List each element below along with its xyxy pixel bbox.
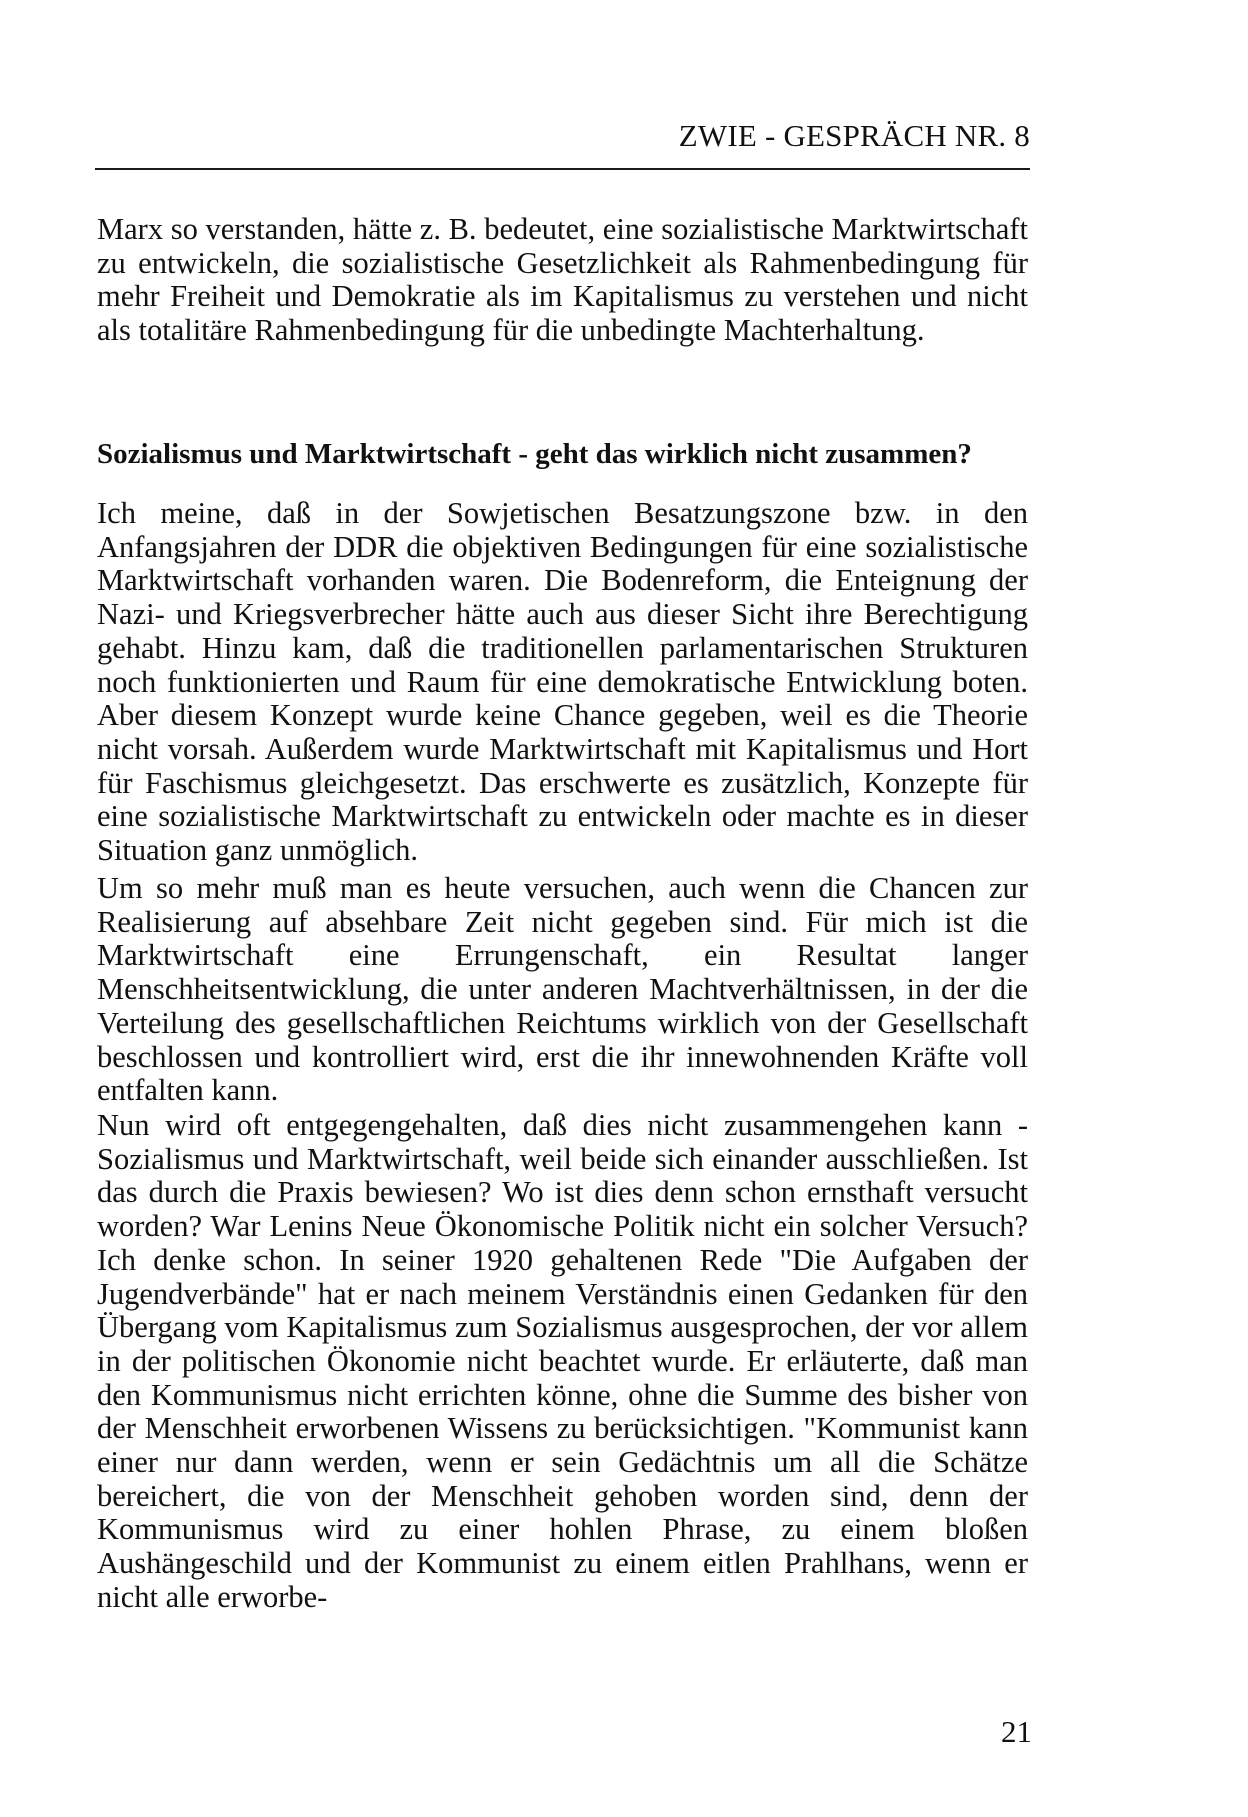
body-paragraph-1: Marx so verstanden, hätte z. B. bedeutet, eine sozialistische Marktwirtschaft zu entwickeln, die sozialistische Gesetzlichkeit als Rahmenbedingung für mehr Freiheit und Demokratie als im Kapitalismus zu verstehen und nicht als totalitäre Rahmenbedingung für die unbedingte Machterhaltung. <box>97 212 1028 348</box>
page-header <box>95 116 1030 170</box>
body-paragraph-3: Um so mehr muß man es heute versuchen, auch wenn die Chancen zur Realisierung auf absehbare Zeit nicht gegeben sind. Für mich ist die Marktwirtschaft eine Errungenschaft, ein Resultat langer Menschheitsentwicklung, die unter anderen Machtverhältnissen, in der die Verteilung des gesellschaftlichen Reichtums wirklich von der Gesellschaft beschlossen und kontrolliert wird, erst die ihr innewohnenden Kräfte voll entfalten kann. <box>97 871 1028 1108</box>
body-paragraph-2: Ich meine, daß in der Sowjetischen Besatzungszone bzw. in den Anfangsjahren der DDR die objektiven Bedingungen für eine sozialistische Marktwirtschaft vorhanden waren. Die Bodenreform, die Enteignung der Nazi- und Kriegsverbrecher hätte auch aus dieser Sicht ihre Berechtigung gehabt. Hinzu kam, daß die traditionellen parlamentarischen Strukturen noch funktionierten und Raum für eine demokratische Entwicklung boten. Aber diesem Konzept wurde keine Chance gegeben, weil es die Theorie nicht vorsah. Außerdem wurde Marktwirtschaft mit Kapitalismus und Hort für Faschismus gleichgesetzt. Das erschwerte es zusätzlich, Konzepte für eine sozialistische Marktwirtschaft zu entwickeln oder machte es in dieser Situation ganz unmöglich. <box>97 496 1028 868</box>
running-title: ZWIE - GESPRÄCH NR. 8 <box>678 118 1030 153</box>
section-heading: Sozialismus und Marktwirtschaft - geht das wirklich nicht zusammen? <box>97 438 972 470</box>
body-paragraph-4: Nun wird oft entgegengehalten, daß dies nicht zusammengehen kann - Sozialismus und Marktwirtschaft, weil beide sich einander ausschließen. Ist das durch die Praxis bewiesen? Wo ist dies denn schon ernsthaft versucht worden? War Lenins Neue Ökonomische Politik nicht ein solcher Versuch? Ich denke schon. In seiner 1920 gehaltenen Rede "Die Aufgaben der Jugendverbände" hat er nach meinem Verständnis einen Gedanken für den Übergang vom Kapitalismus zum Sozialismus ausgesprochen, der vor allem in der politischen Ökonomie nicht beachtet wurde. Er erläuterte, daß man den Kommunismus nicht errichten könne, ohne die Summe des bisher von der Menschheit erworbenen Wissens zu berücksichtigen. "Kommunist kann einer nur dann werden, wenn er sein Gedächtnis um all die Schätze bereichert, die von der Menschheit gehoben worden sind, denn der Kommunismus wird zu einer hohlen Phrase, zu einem bloßen Aushängeschild und der Kommunist zu einem eitlen Prahlhans, wenn er nicht alle erworbe- <box>97 1108 1028 1614</box>
page-number: 21 <box>1001 1714 1032 1749</box>
